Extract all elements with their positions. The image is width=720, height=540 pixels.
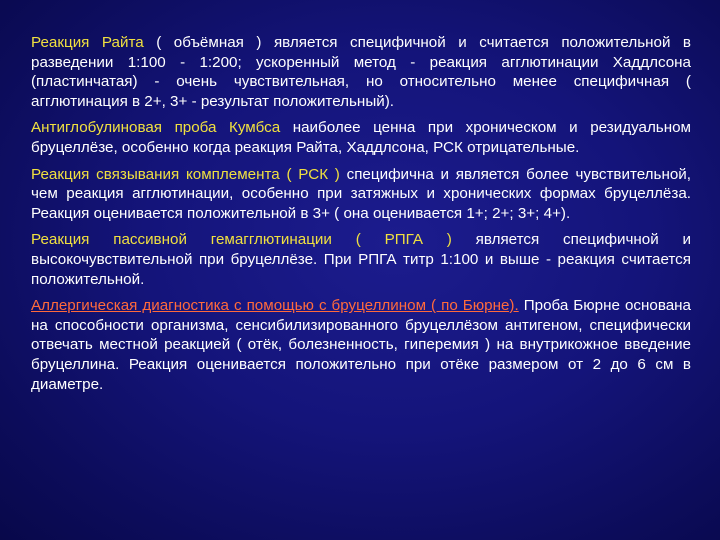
paragraph-lead: Реакция Райта (31, 34, 144, 51)
paragraph-complement-fixation (31, 165, 691, 224)
paragraph-lead: Реакция связывания комплемента ( РСК ) (31, 165, 340, 183)
paragraph-lead: Антиглобулиновая проба Кумбса (31, 119, 281, 137)
paragraph-text: наиболее ценна при хроническом и резидуальном бруцеллёзе, особенно когда реакция Райта, Хаддлсона, РСК отрицательные. (31, 119, 691, 156)
paragraph-coombs-test (31, 118, 691, 157)
paragraph-wright-reaction (31, 33, 691, 111)
slide-content (31, 33, 691, 394)
paragraph-text: ( объёмная ) является специфичной и считается положительной в разведении 1:100 - 1:200; ускоренный метод - реакция агглютинации Хаддлсона (пластинчатая) - очень чувствительная, но относительно менее специфичная ( агглютинация в 2+, 3+ - результат положительный). (31, 34, 692, 110)
paragraph-allergic-diagnostics (31, 296, 691, 394)
paragraph-text: Проба Бюрне основана на способности организма, сенсибилизированного бруцеллёзом антигеном, специфически отвечать местной реакцией ( отёк, болезненность, гиперемия ) на внутрикожное введение бруцеллина. Реакция оценивается положительно при отёке размером от 2 до 6 см в диаметре. (31, 297, 691, 393)
paragraph-passive-hemagglutination (31, 230, 691, 289)
paragraph-lead-link[interactable]: Аллергическая диагностика с помощью с бруцеллином ( по Бюрне). (31, 297, 519, 315)
paragraph-text: является специфичной и высокочувствительной при бруцеллёзе. При РПГА титр 1:100 и выше - реакция считается положительной. (31, 231, 691, 288)
paragraph-lead: Реакция пассивной гемагглютинации ( РПГА ) (31, 231, 452, 249)
paragraph-text: специфична и является более чувствительной, чем реакция агглютинации, особенно при затяжных и хронических формах бруцеллёза. Реакция оценивается положительной в 3+ ( она оценивается 1+; 2+; 3+; 4+). (31, 165, 691, 222)
